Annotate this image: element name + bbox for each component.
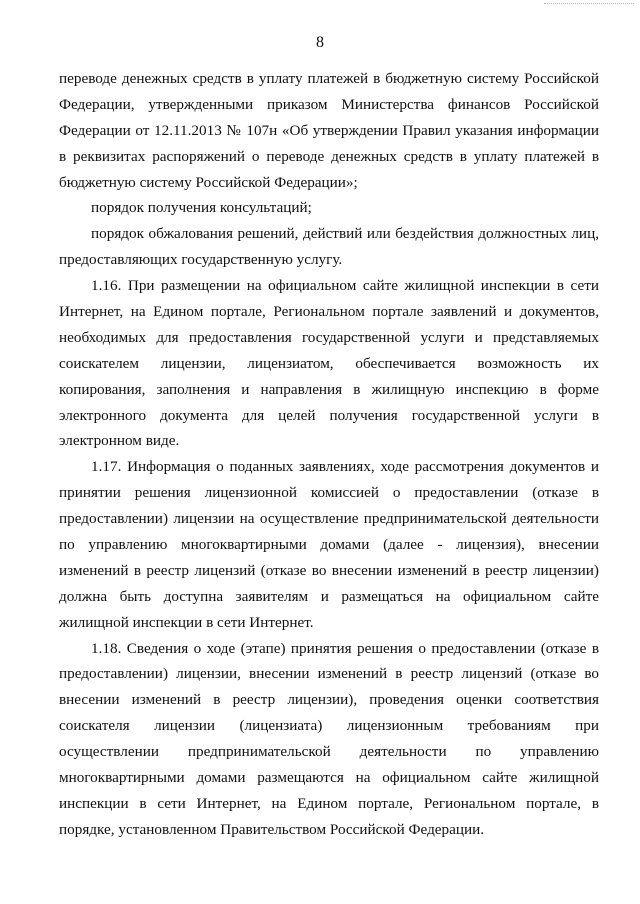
text-line: осуществлении предпринимательской деятельности по управлению bbox=[59, 743, 599, 761]
text-line: порядке, установленном Правительством Российской Федерации. bbox=[59, 820, 485, 838]
text-line: внесении изменений в реестр лицензии), проведения оценки соответствия bbox=[59, 691, 599, 709]
text-line: порядок обжалования решений, действий или бездействия должностных лиц, bbox=[91, 225, 599, 243]
text-line: в реквизитах распоряжений о переводе денежных средств в уплату платежей в bbox=[59, 147, 599, 165]
text-line: бюджетную систему Российской Федерации»; bbox=[59, 173, 358, 191]
text-line: Федерации, утвержденными приказом Министерства финансов Российской bbox=[59, 95, 599, 113]
text-line: Федерации от 12.11.2013 № 107н «Об утверждении Правил указания информации bbox=[59, 121, 599, 139]
text-line: соискателем лицензии, лицензиатом, обеспечивается возможность их bbox=[59, 354, 599, 372]
text-line: изменений в реестр лицензий (отказе во внесении изменений в реестр лицензии) bbox=[59, 561, 599, 579]
text-line: копирования, заполнения и направления в жилищную инспекцию в форме bbox=[59, 380, 599, 398]
text-line: электронном виде. bbox=[59, 432, 180, 450]
text-line: принятии решения лицензионной комиссией о предоставлении (отказе в bbox=[59, 484, 599, 502]
text-line: 1.17. Информация о поданных заявлениях, ходе рассмотрения документов и bbox=[91, 458, 599, 476]
text-line: Интернет, на Едином портале, Региональном портале заявлений и документов, bbox=[59, 303, 599, 321]
text-line: порядок получения консультаций; bbox=[91, 199, 312, 217]
text-line: по управлению многоквартирными домами (далее - лицензия), внесении bbox=[59, 536, 599, 554]
text-line: переводе денежных средств в уплату платежей в бюджетную систему Российской bbox=[59, 70, 599, 87]
text-line: предоставляющих государственную услугу. bbox=[59, 251, 343, 269]
text-line: электронного документа для целей получения государственной услуги в bbox=[59, 406, 599, 424]
text-line: предоставлении) лицензии, внесении изменений в реестр лицензий (отказе во bbox=[59, 665, 599, 683]
text-line: соискателя лицензии (лицензиата) лицензионным требованиям при bbox=[59, 717, 599, 735]
scan-edge-mark bbox=[544, 3, 634, 6]
document-body bbox=[59, 66, 599, 843]
text-line: инспекции в сети Интернет, на Едином портале, Региональном портале, в bbox=[59, 794, 599, 812]
text-line: предоставлении) лицензии на осуществление предпринимательской деятельности bbox=[59, 510, 599, 528]
text-line: 1.16. При размещении на официальном сайте жилищной инспекции в сети bbox=[91, 277, 599, 295]
text-line: 1.18. Сведения о ходе (этапе) принятия решения о предоставлении (отказе в bbox=[91, 639, 599, 657]
text-line: необходимых для предоставления государственной услуги и представляемых bbox=[59, 328, 599, 346]
text-line: жилищной инспекции в сети Интернет. bbox=[59, 613, 314, 631]
page-number: 8 bbox=[316, 34, 324, 51]
text-line: многоквартирными домами размещаются на официальном сайте жилищной bbox=[59, 769, 599, 787]
text-line: должна быть доступна заявителям и размещаться на официальном сайте bbox=[59, 587, 599, 605]
